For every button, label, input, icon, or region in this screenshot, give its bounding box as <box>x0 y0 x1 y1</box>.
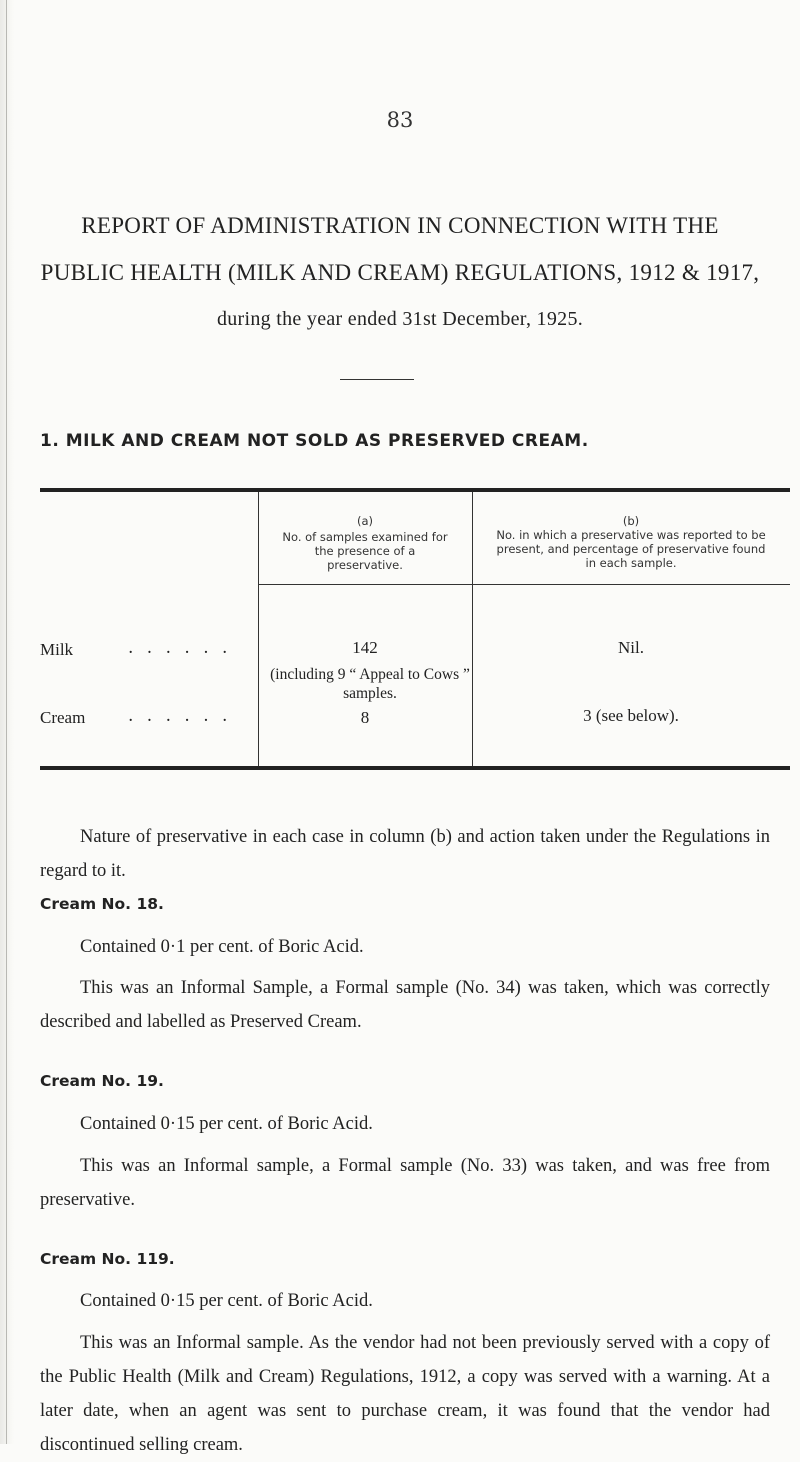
item-heading-cream-18: Cream No. 18. <box>40 895 164 913</box>
report-heading-line-2: PUBLIC HEALTH (MILK AND CREAM) REGULATIONS, 1912 & 1917, <box>40 260 760 285</box>
item-heading-cream-119: Cream No. 119. <box>40 1250 175 1268</box>
report-heading-line-1: REPORT OF ADMINISTRATION IN CONNECTION WITH THE <box>81 213 719 238</box>
row-dots-milk: . . . . . . <box>128 638 232 658</box>
col-b-label: (b) <box>622 514 640 528</box>
samples-table <box>40 488 790 770</box>
col-a-text: No. of samples examined for the presence of a preservative. <box>282 530 448 572</box>
report-heading-line-3: during the year ended 31st December, 1925. <box>216 308 584 330</box>
cream-count: 8 <box>360 708 370 727</box>
col-b-text: No. in which a preservative was reported to be present, and percentage of preservative found in each sample. <box>496 528 766 570</box>
item-text-cream-119: This was an Informal sample. As the vendor had not been previously served with a copy of the Public Health (Milk and Cream) Regulations, 1912, a copy was served with a warning. At a later date, when an agent was sent to purchase cream, it was found that the vendor had discontinued selling cream. <box>40 1333 770 1455</box>
item-contained-cream-19: Contained 0·15 per cent. of Boric Acid. <box>80 1114 373 1134</box>
divider-rule <box>340 379 414 380</box>
row-dots-cream: . . . . . . <box>128 706 232 726</box>
item-text-cream-19: This was an Informal sample, a Formal sample (No. 33) was taken, and was free from preservative. <box>40 1156 770 1210</box>
table-bottom-rule <box>40 766 790 770</box>
milk-count-note: (including 9 “ Appeal to Cows ” samples. <box>270 666 470 702</box>
section-title: 1. MILK AND CREAM NOT SOLD AS PRESERVED CREAM. <box>40 431 589 451</box>
table-top-rule <box>40 488 790 492</box>
row-label-milk: Milk <box>40 640 74 659</box>
col-a-label: (a) <box>356 514 374 528</box>
item-text-cream-18: This was an Informal Sample, a Formal sample (No. 34) was taken, which was correctly described and labelled as Preserved Cream. <box>40 978 770 1032</box>
item-contained-cream-18: Contained 0·1 per cent. of Boric Acid. <box>80 937 364 957</box>
item-contained-cream-119: Contained 0·15 per cent. of Boric Acid. <box>80 1291 373 1311</box>
item-heading-cream-19: Cream No. 19. <box>40 1072 164 1090</box>
milk-count: 142 <box>352 638 378 657</box>
page-number: 83 <box>386 108 414 132</box>
row-label-cream: Cream <box>40 708 86 727</box>
cream-preservative: 3 (see below). <box>583 706 679 725</box>
table-header-rule <box>258 584 790 585</box>
col-a-header <box>258 514 472 572</box>
milk-preservative: Nil. <box>618 638 644 657</box>
intro-paragraph: Nature of preservative in each case in column (b) and action taken under the Regulations in regard to it. <box>40 827 770 881</box>
col-b-header <box>472 514 790 570</box>
